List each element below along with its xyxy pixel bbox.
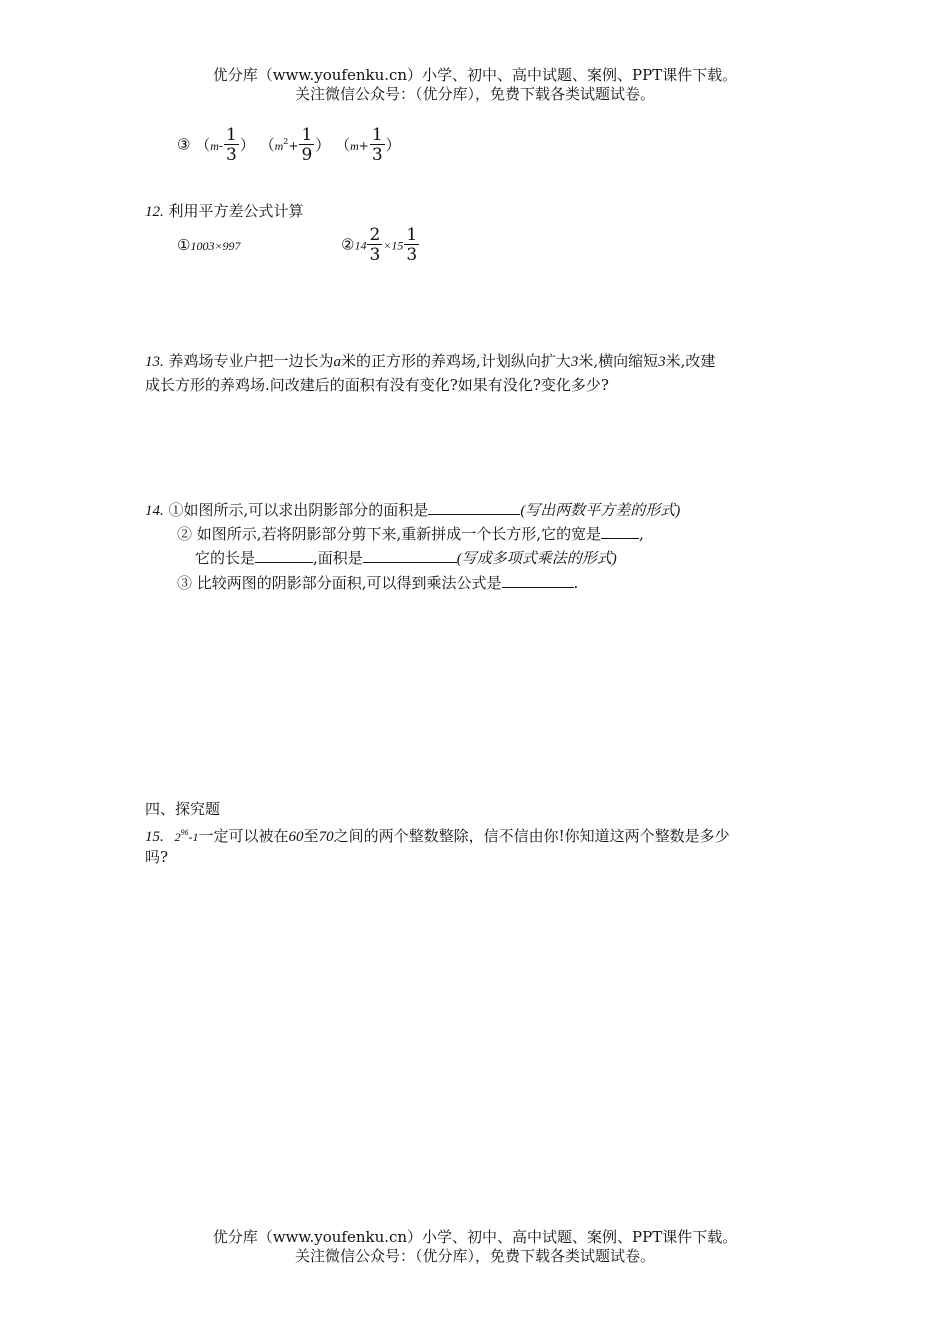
q12-number: 12. <box>145 204 164 220</box>
q15-line-2: 吗? <box>145 848 169 866</box>
fraction: $\frac{2}{3}$ <box>369 225 381 265</box>
fraction: $\frac{1}{9}$ <box>301 125 313 165</box>
q14-line-2: ② 如图所示,若将阴影部分剪下来,重新拼成一个长方形,它的宽是 , <box>177 525 644 543</box>
q13-line-1: 13. 养鸡场专业户把一边长为a米的正方形的养鸡场,计划纵向扩大3米,横向缩短3米,改建 <box>145 352 716 370</box>
q15-number: 15. <box>145 829 164 845</box>
q14-line-1: 14. ①如图所示,可以求出阴影部分的面积是 (写出两数平方差的形式) <box>145 501 681 519</box>
q11-factor-3: （m+ $\frac{1}{3}$ ） <box>335 125 401 165</box>
header-line-1: 优分库（www.youfenku.cn）小学、初中、高中试题、案例、PPT课件下载。 <box>212 66 738 84</box>
q12-item-1: ①1003×997 <box>177 236 241 254</box>
fraction: $\frac{1}{3}$ <box>371 125 383 165</box>
q14-line-3: 它的长是 ,面积是 (写成多项式乘法的形式) <box>195 549 617 567</box>
answer-blank[interactable] <box>428 500 520 515</box>
answer-blank[interactable] <box>363 548 457 563</box>
fraction: $\frac{1}{3}$ <box>406 225 418 265</box>
page-footer <box>0 1228 950 1266</box>
q12-item-2: ②14 $\frac{2}{3}$ ×15 $\frac{1}{3}$ <box>341 225 418 265</box>
header-line-2: 关注微信公众号：（优分库），免费下载各类试题试卷。 <box>294 85 655 103</box>
q12-title: 12. 利用平方差公式计算 <box>145 202 304 220</box>
answer-blank[interactable] <box>255 548 313 563</box>
q11-factor-1: （m- $\frac{1}{3}$ ） <box>195 125 255 165</box>
q11-factor-2: （$m^2+$ $\frac{1}{9}$ ） <box>259 125 331 165</box>
section-title: 四、探究题 <box>145 800 221 818</box>
answer-blank[interactable] <box>502 573 574 588</box>
q14-number: 14. <box>145 503 164 519</box>
footer-line-1: 优分库（www.youfenku.cn）小学、初中、高中试题、案例、PPT课件下载。 <box>212 1228 738 1246</box>
q15-line-1: 15. $2^{96}-1$一定可以被在60至70之间的两个整数整除，信不信由你!你知道这两个整数是多少 <box>145 827 730 845</box>
q13-line-2: 成长方形的养鸡场.问改建后的面积有没有变化?如果有没化?变化多少? <box>145 376 609 394</box>
q14-line-4: ③ 比较两图的阴影部分面积,可以得到乘法公式是 . <box>177 574 579 592</box>
page-header <box>0 66 950 104</box>
fraction: $\frac{1}{3}$ <box>225 125 237 165</box>
q11-marker: ③ <box>177 135 191 154</box>
q13-number: 13. <box>145 354 164 370</box>
answer-blank[interactable] <box>601 524 639 539</box>
footer-line-2: 关注微信公众号：（优分库），免费下载各类试题试卷。 <box>294 1247 655 1265</box>
q11-item-3 <box>177 126 401 165</box>
